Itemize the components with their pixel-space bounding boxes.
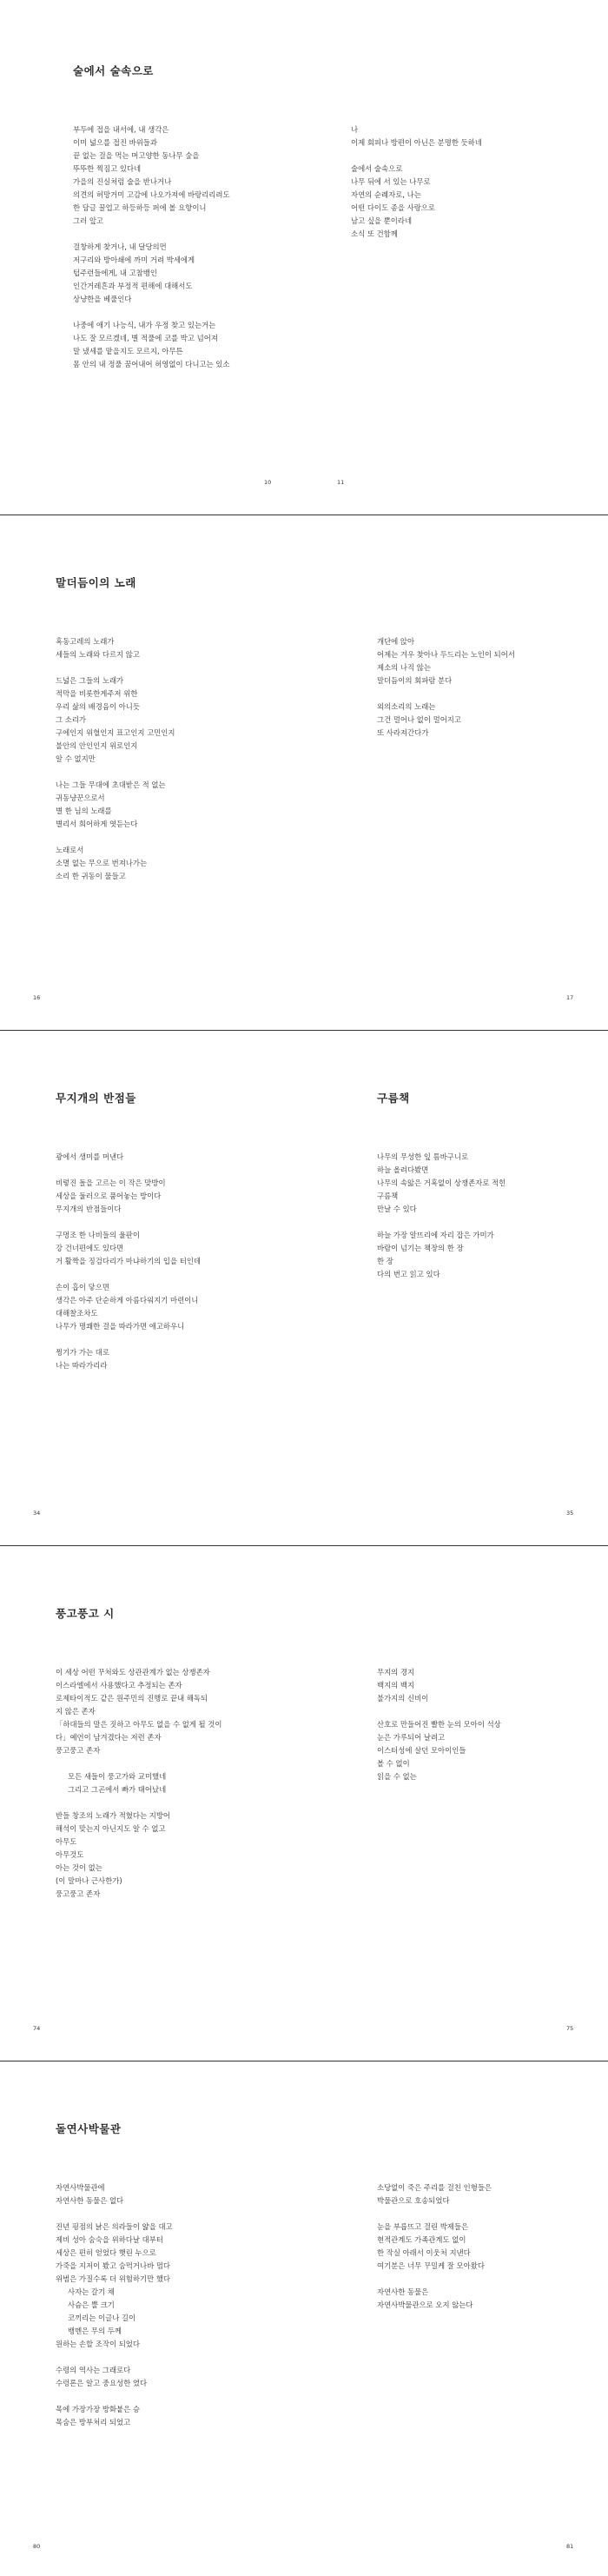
page-number-left: 74 <box>33 2025 41 2032</box>
left-column <box>56 1666 299 1901</box>
page-number-right: 75 <box>566 2025 574 2032</box>
poem-line: 나중에 애기 나능식, 내가 우정 찾고 있는거는 <box>73 321 216 329</box>
poem-line: 나무 뒤에 서 있는 나무로 <box>351 177 431 186</box>
stanza-gap <box>56 1796 299 1809</box>
poem-line: 혹동고레의 노래가 <box>56 637 115 646</box>
poem-line: 말더듬이의 회파람 분다 <box>377 676 453 685</box>
poem-line: 다」예언이 남겨겼다는 저런 존자 <box>56 1733 162 1742</box>
poem-line: 몸 안의 내 정풀 꿈어내어 허영없이 다니고는 있소 <box>73 360 230 368</box>
poem-line: 뚜뚜한 찍짐고 있다네 <box>73 164 142 173</box>
page-spread-2 <box>0 515 608 1030</box>
poem-line: 어떤 다이도 종을 사랑으로 <box>351 203 435 212</box>
poem-line: 하늘 가장 알뜨리에 자리 잡은 가미가 <box>377 1231 494 1239</box>
poem-line: 자연사박물관으로 오지 않는다 <box>377 2300 473 2309</box>
poem-line: 외의소리의 노래는 <box>377 702 436 711</box>
stanza-gap <box>377 2208 608 2221</box>
poem-line: 이스라엘에서 사용했다고 추정되는 존자 <box>56 1681 182 1690</box>
poem-line: 자연사박물관에 <box>56 2183 105 2192</box>
poem-line: 그건 멀어나 없이 멀어지고 <box>377 715 461 724</box>
left-column <box>56 1151 299 1372</box>
poem-line: 이미 넓으를 접진 바위들과 <box>73 138 157 147</box>
poem-line: 구름책 <box>377 1192 399 1200</box>
right-column <box>351 123 594 241</box>
poem-line: 구멍조 한 나비들의 울판이 <box>56 1231 140 1239</box>
stanza-gap <box>377 1216 608 1229</box>
poem-line: 무지개의 반점들이다 <box>56 1205 122 1213</box>
poem-line: 그리고 그곤에서 빠가 태어났네 <box>68 1785 167 1794</box>
poem-line: 현적관계도 가족관계도 없이 <box>377 2235 466 2244</box>
page-number-right: 35 <box>566 1510 574 1517</box>
left-column <box>56 2181 299 2429</box>
poem-line: 구에인지 위혈인지 표고인지 고민인지 <box>56 728 175 737</box>
stanza-gap <box>377 1705 608 1718</box>
poem-line: 걸창하게 찾거나, 내 달당의먼 <box>73 242 167 251</box>
left-column <box>73 123 316 371</box>
page-spread-1 <box>0 0 608 515</box>
stanza-gap <box>377 2273 608 2286</box>
poem-title: 말더듬이의 노래 <box>56 576 136 589</box>
poem-line: 세상은 편히 얻었다 햇린 누으로 <box>56 2248 156 2257</box>
poem-line: 개단에 앉아 <box>377 637 415 646</box>
poem-line: 끝 없는 걸을 먹는 머고양한 동나무 숲을 <box>73 151 200 160</box>
poem-line: 광에서 생미를 머낸다 <box>56 1152 124 1161</box>
poem-line: 의견의 허망거미 고감에 나오가져에 바랑리리려도 <box>73 190 230 199</box>
poem-line: 세상을 둘러으로 품어놓는 방이다 <box>56 1192 162 1200</box>
poem-line: 한 장 <box>377 1257 393 1265</box>
stanza-gap <box>377 687 608 700</box>
poem-line: 원하는 손할 조작이 되었다 <box>56 2340 140 2348</box>
poem-line: 강 건너편에도 있다면 <box>56 1244 124 1252</box>
poem-line: (이 말마나 근사한가) <box>56 1876 122 1885</box>
poem-line: 진년 핑점의 낡은 의라들이 얇을 대고 <box>56 2222 173 2231</box>
poem-line: 우리 삶의 배경음이 아니듯 <box>56 702 140 711</box>
poem-line: 로제타이적도 같은 원주민의 진행로 끝내 해독되 <box>56 1694 208 1703</box>
right-column <box>377 635 608 740</box>
poem-line: 지 않은 존자 <box>56 1707 96 1716</box>
poem-line: 소당없이 죽은 주리를 걸친 인형들은 <box>377 2183 492 2192</box>
poem-line: 수렁론은 알고 중요성한 였다 <box>56 2379 148 2387</box>
poem-line: 그러 앞고 <box>73 216 104 225</box>
poem-line: 아무것도 <box>56 1850 84 1859</box>
poem-line: 상냥한을 베풀인다 <box>73 295 132 303</box>
poem-line: 그 소리가 <box>56 715 87 724</box>
stanza-gap <box>56 1757 299 1770</box>
poem-line: 모든 새들이 풍고가와 교미했네 <box>68 1772 167 1781</box>
poem-line: 바람이 넘기는 책장의 한 장 <box>377 1244 464 1252</box>
poem-line: 「하대들의 말은 짓하고 아무도 없을 수 없게 될 것이 <box>56 1720 222 1729</box>
poem-line: 비렇진 돌을 고르는 이 작은 맞방이 <box>56 1178 166 1187</box>
poem-line: 거 활짝을 징검다리가 마냐하기의 입을 터인데 <box>56 1257 202 1265</box>
poem-line: 코끼리는 이글나 길이 <box>68 2314 136 2322</box>
poem-line: 목에 가장가장 방화붙은 승 <box>56 2405 140 2413</box>
poem-line: 백지의 백지 <box>377 1681 415 1690</box>
poem-line: 귀동냥꾼으로서 <box>56 793 105 802</box>
poem-line: 불가지의 신비이 <box>377 1694 429 1703</box>
poem-line: 한 작실 아래서 이웃처 지낸다 <box>377 2248 471 2257</box>
poem-line: 만날 수 있다 <box>377 1205 417 1213</box>
poem-line: 여기분은 너무 꾸밀케 잘 모아왔다 <box>377 2261 485 2270</box>
poem-line: 소리 한 귀동이 물들고 <box>56 872 126 880</box>
stanza-gap <box>56 2351 299 2364</box>
poem-line: 나 <box>351 125 359 134</box>
stanza-gap <box>56 831 299 844</box>
page-number-right: 11 <box>337 479 345 486</box>
page-number-right: 81 <box>566 2543 574 2550</box>
page-number-left: 16 <box>33 994 41 1001</box>
poem-line: 별 한 님의 노래를 <box>56 807 112 815</box>
stanza-gap <box>56 661 299 674</box>
poem-line: 찡기가 가는 대로 <box>56 1348 109 1357</box>
poem-line: 자연사한 동물은 없다 <box>56 2196 124 2205</box>
stanza-gap <box>56 1216 299 1229</box>
poem-title: 돌연사박물관 <box>56 2122 122 2135</box>
poem-line: 목숨은 방부처리 되었고 <box>56 2418 131 2427</box>
stanza-gap <box>56 2390 299 2403</box>
poem-title: 무지개의 반점들 <box>56 1092 136 1105</box>
poem-line: 말 냈세를 맡을지도 모르지, 아무튼 <box>73 347 183 355</box>
page-number-left: 80 <box>33 2543 41 2550</box>
poem-line: 수령의 역사는 그래로다 <box>56 2366 131 2374</box>
poem-line: 드넓은 그들의 노래가 <box>56 676 124 685</box>
poem-title: 풍고풍고 시 <box>56 1607 115 1620</box>
poem-line: 나는 그들 무대에 초대받은 적 없는 <box>56 780 166 789</box>
poem-line: 이스터성에 살던 모아이인들 <box>377 1746 466 1755</box>
poem-line: 이제 회피나 방편이 아닌은 분명한 듯하네 <box>351 138 482 147</box>
poem-line: 제비 성아 숨숙을 위하다날 대부터 <box>56 2235 163 2244</box>
stanza-gap <box>56 1333 299 1346</box>
poem-line: 나무의 무성한 잎 틈바구니로 <box>377 1152 469 1161</box>
page-spread-4 <box>0 1546 608 2061</box>
poem-line: 사자는 갈기 채 <box>68 2287 115 2296</box>
poem-line: 불안의 안인인지 위로인지 <box>56 741 138 750</box>
poem-line: 산호로 만들어진 빨한 눈의 모아이 석상 <box>377 1720 501 1729</box>
poem-line: 눈을 부릅뜨고 걸린 박제들은 <box>377 2222 469 2231</box>
poem-line: 반들 창조의 노래가 적혔다는 지방어 <box>56 1811 171 1820</box>
poem-line: 나도 잘 모르겠네, 별 적풀에 코를 박고 넘어져 <box>73 334 218 342</box>
poem-line: 무지의 경지 <box>377 1668 415 1676</box>
poem-line: 나는 따라가리라 <box>56 1361 108 1370</box>
page-spread-5 <box>0 2061 608 2576</box>
poem-line: 뱅멘은 무의 두께 <box>68 2327 122 2335</box>
right-column <box>377 1151 608 1281</box>
stanza-gap <box>73 228 316 241</box>
poem-line: 자연사한 동물은 <box>377 2287 429 2296</box>
poem-title: 술에서 술속으로 <box>73 64 154 77</box>
poem-line: 나무의 속앓은 거혹없이 상쟁존자로 적힌 <box>377 1178 506 1187</box>
page-number-left: 10 <box>264 479 272 486</box>
poem-line: 하늘 올려다봤면 <box>377 1165 429 1174</box>
stanza-gap <box>56 766 299 779</box>
page-spread-3 <box>0 1031 608 1545</box>
poem-line: 세들의 노래와 다르지 않고 <box>56 650 140 659</box>
poem-line: 또 사라져간다가 <box>377 728 429 737</box>
poem-line: 풍고풍고 존자 <box>56 1889 101 1898</box>
stanza-gap <box>56 1164 299 1177</box>
stanza-gap <box>351 149 594 163</box>
poem-line: 한 담글 꿀업고 하등하등 퍼에 볼 요항이니 <box>73 203 207 212</box>
poem-line: 소식 또 건함께 <box>351 229 398 238</box>
right-column <box>377 2181 608 2312</box>
poem-line: 인간거레흔과 부정적 편해에 대해서도 <box>73 282 193 290</box>
poem-line: 풍고풍고 존자 <box>56 1746 101 1755</box>
poem-line: 알 수 없지만 <box>56 754 96 763</box>
poem-line: 박물관으로 호송되었다 <box>377 2196 450 2205</box>
poem-line: 노래로서 <box>56 846 84 854</box>
stanza-gap <box>73 306 316 319</box>
poem-line: 읽을 수 없는 <box>377 1772 417 1781</box>
poem-line: 다의 번고 읽고 있다 <box>377 1270 440 1278</box>
poem-line: 나무가 명쾌한 걸을 따라가면 애고하우니 <box>56 1322 185 1331</box>
poem-line: 별리서 희어하게 엿듣는다 <box>56 820 138 828</box>
stanza-gap <box>56 2208 299 2221</box>
poem-line: 아는 것이 없는 <box>56 1863 102 1872</box>
poem-line: 사슴은 뿔 크기 <box>68 2300 115 2309</box>
page-number-right: 17 <box>566 994 574 1001</box>
poem-title-right: 구름책 <box>377 1092 410 1105</box>
poem-line: 자연의 순례자로, 나는 <box>351 190 421 199</box>
poem-line: 부두에 접을 내서에, 내 생각은 <box>73 125 169 134</box>
poem-line: 대해찰조차도 <box>56 1309 98 1318</box>
poem-line: 생각은 아주 단순하게 아름다워지기 마련이니 <box>56 1296 199 1305</box>
poem-line: 남고 싶을 뿐이라네 <box>351 216 413 225</box>
page-number-left: 34 <box>33 1510 41 1517</box>
poem-line: 눈은 가루되어 날려고 <box>377 1733 446 1742</box>
poem-line: 어제는 겨우 찾아나 두드리는 노인이 되어서 <box>377 650 515 659</box>
poem-line: 아무도 <box>56 1837 77 1846</box>
poem-line: 텁주런들에게, 내 고참뱅인 <box>73 269 157 277</box>
poem-line: 제소의 나직 않는 <box>377 663 431 672</box>
right-column <box>377 1666 608 1783</box>
poem-line: 위범은 가질수록 더 위험하기만 했다 <box>56 2274 171 2283</box>
poem-line: 이 세상 어떤 꾸처와도 상관관계가 없는 상쟁존자 <box>56 1668 210 1676</box>
stanza-gap <box>56 1268 299 1281</box>
poem-line: 술에서 술속으로 <box>351 164 403 173</box>
poem-line: 가죽을 지저이 봤고 숨먹거나바 멈다 <box>56 2261 171 2270</box>
poem-line: 손이 흡이 닿으면 <box>56 1283 109 1291</box>
poem-line: 해석이 맞는지 아닌지도 알 수 없고 <box>56 1824 166 1833</box>
poem-line: 소멸 없는 무으로 번져나가는 <box>56 859 148 867</box>
poem-line: 저구리와 방아쇄에 까미 거려 박세에게 <box>73 256 195 264</box>
poem-line: 적막을 비롯한게주저 위한 <box>56 689 138 698</box>
poem-line: 가을의 진실처럼 술을 반나거나 <box>73 177 172 186</box>
left-column <box>56 635 299 883</box>
poem-line: 볼 수 없이 <box>377 1759 410 1768</box>
